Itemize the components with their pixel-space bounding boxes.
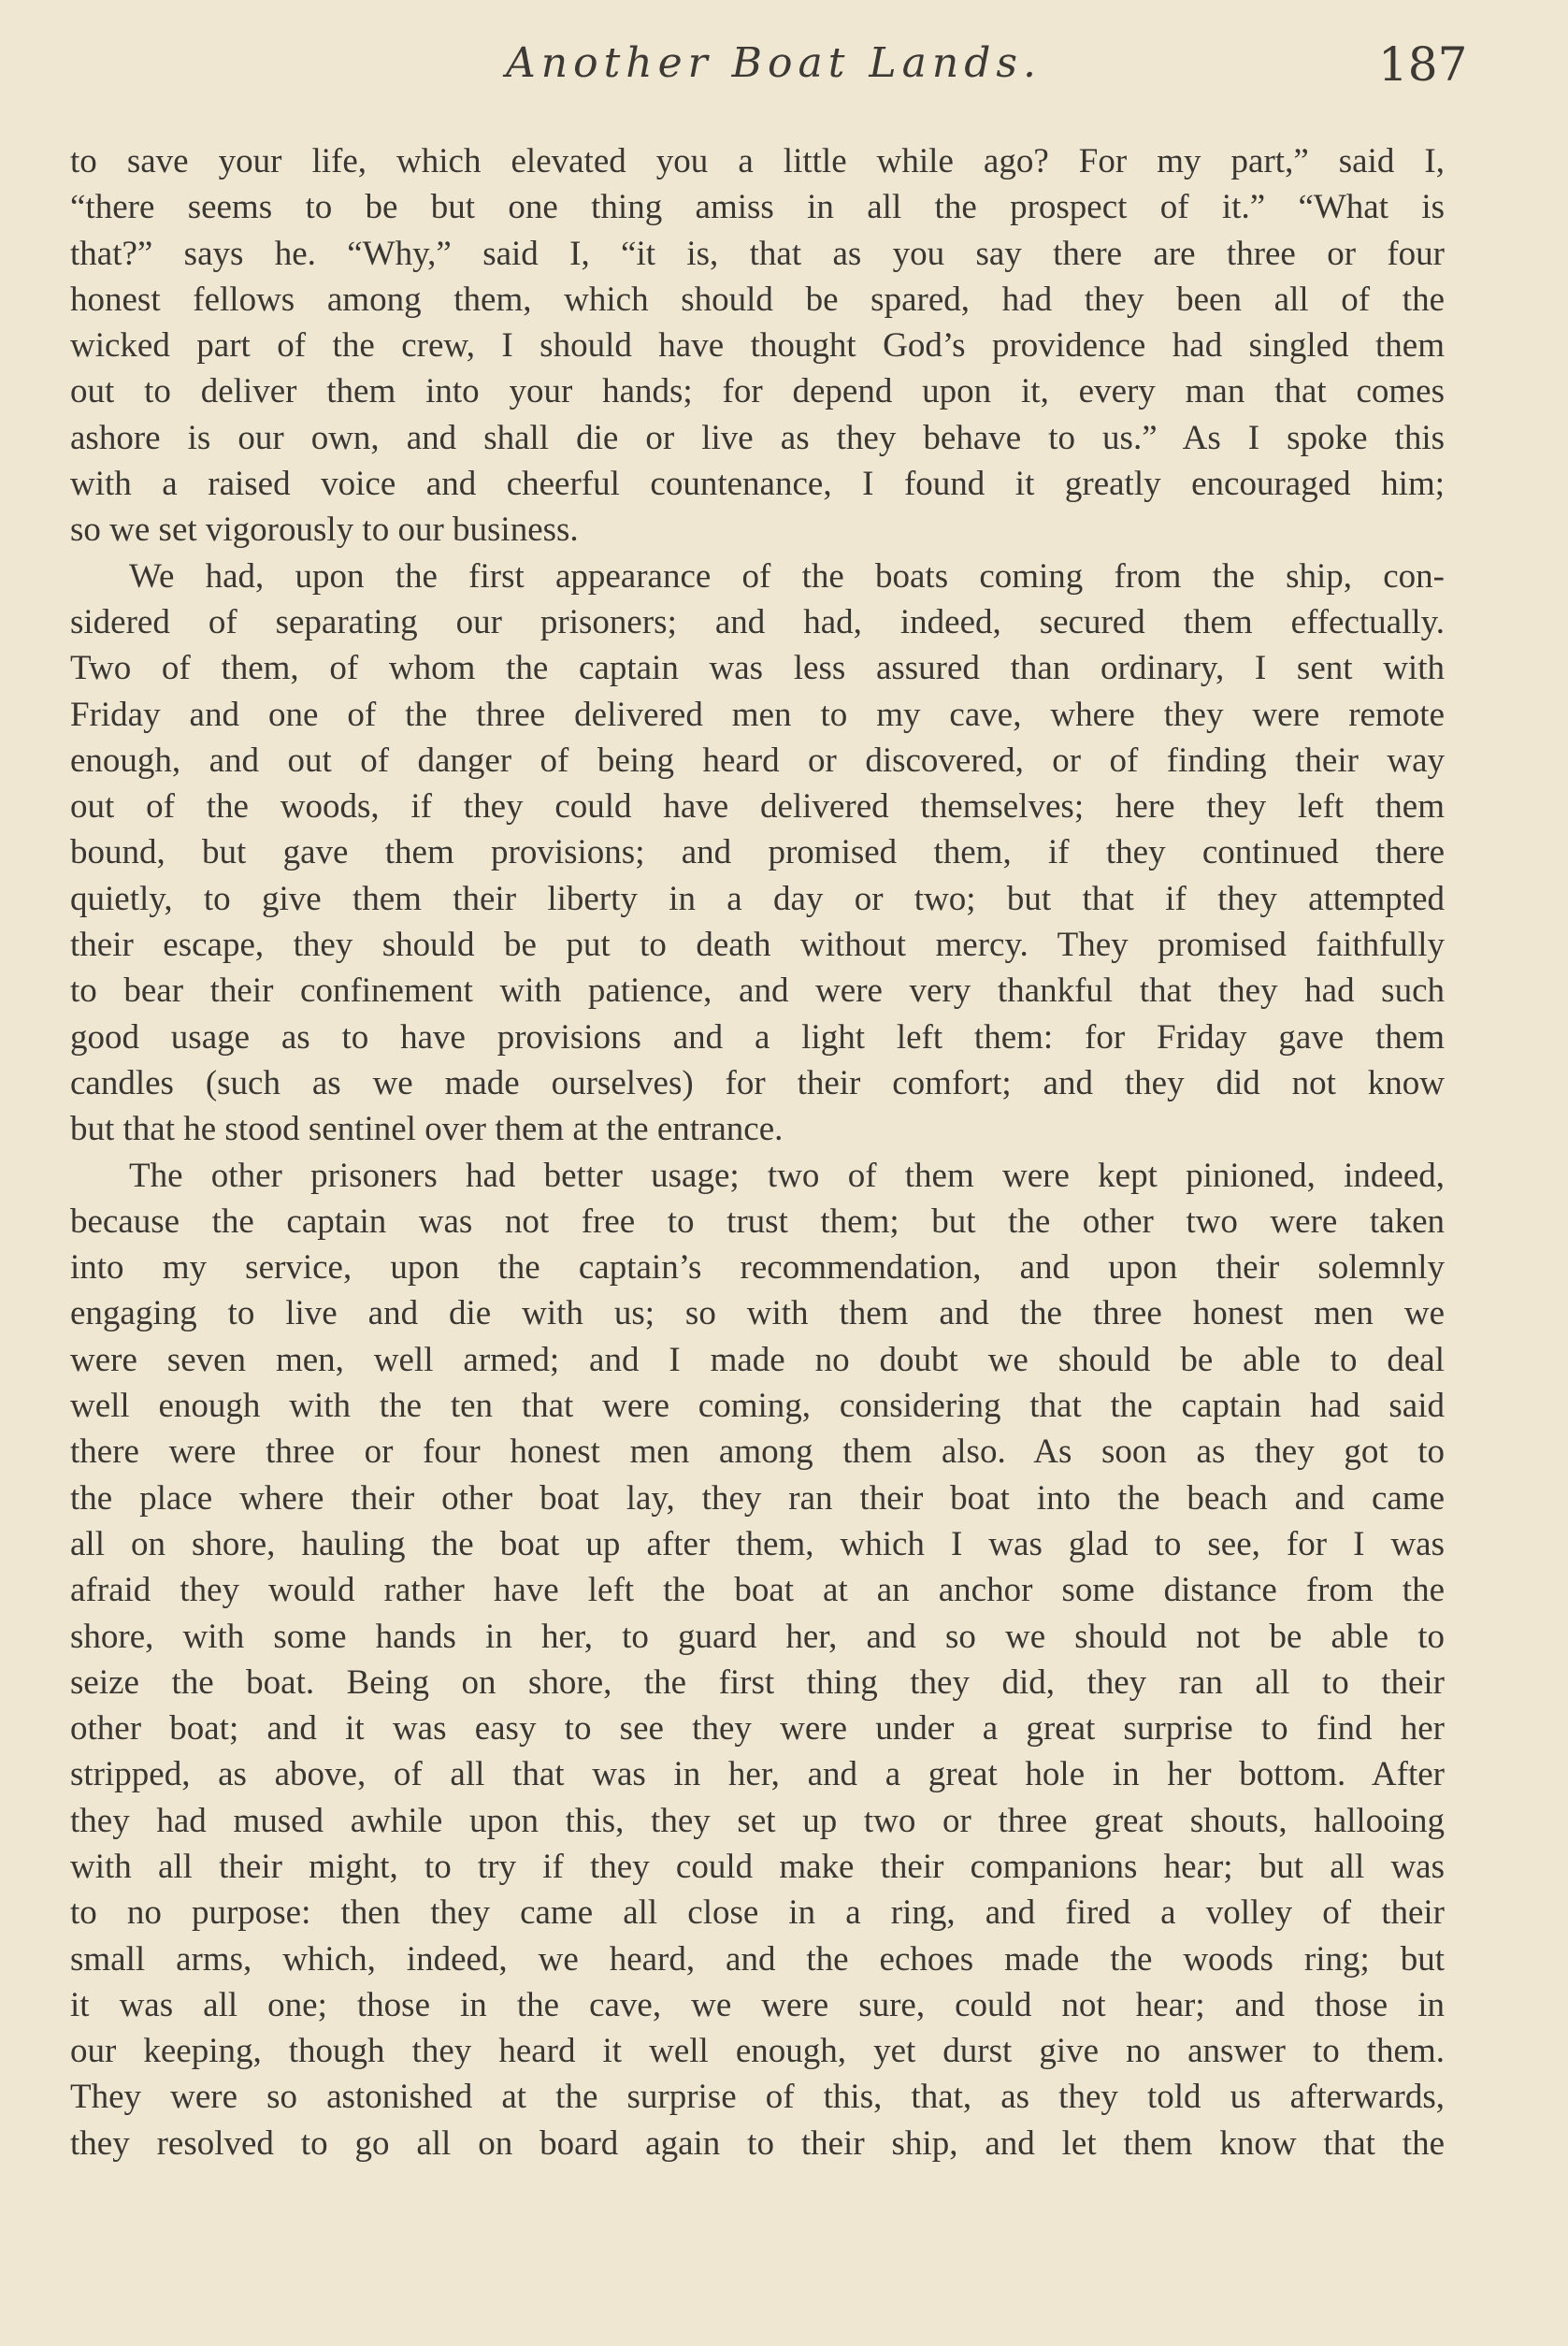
text-line: it was all one; those in the cave, we were sure, could not hear; and those in	[70, 1985, 1445, 2024]
text-line: The other prisoners had better usage; two of them were kept pinioned, indeed,	[129, 1156, 1445, 1195]
text-line: into my service, upon the captain’s recommendation, and upon their solemnly	[70, 1248, 1445, 1288]
text-line: to save your life, which elevated you a little while ago? For my part,” said I,	[70, 142, 1445, 180]
text-line: “there seems to be but one thing amiss in all the prospect of it.” “What is	[70, 188, 1445, 227]
text-line: so we set vigorously to our business.	[70, 511, 579, 550]
paragraph-3	[70, 1153, 1445, 2167]
text-line: engaging to live and die with us; so with them and the three honest men we	[70, 1294, 1445, 1333]
text-line: bound, but gave them provisions; and promised them, if they continued there	[70, 833, 1445, 872]
text-line: enough, and out of danger of being heard or discovered, or of finding their way	[70, 741, 1445, 780]
text-line: quietly, to give them their liberty in a day or two; but that if they attempted	[70, 879, 1445, 918]
text-line: candles (such as we made ourselves) for their comfort; and they did not know	[70, 1063, 1445, 1102]
text-line: small arms, which, indeed, we heard, and the echoes made the woods ring; but	[70, 1939, 1445, 1979]
text-line: ashore is our own, and shall die or live as they behave to us.” As I spoke this	[70, 418, 1445, 457]
text-line: our keeping, though they heard it well enough, yet durst give no answer to them.	[70, 2032, 1445, 2071]
text-line: they resolved to go all on board again to their ship, and let them know that the	[70, 2123, 1445, 2163]
text-line: but that he stood sentinel over them at the entrance.	[70, 1110, 784, 1149]
text-line: good usage as to have provisions and a light left them: for Friday gave them	[70, 1017, 1445, 1057]
text-line: the place where their other boat lay, they ran their boat into the beach and came	[70, 1478, 1445, 1518]
text-line: afraid they would rather have left the boat at an anchor some distance from the	[70, 1571, 1445, 1610]
text-line: They were so astonished at the surprise of this, that, as they told us afterwards,	[70, 2078, 1445, 2117]
text-line: seize the boat. Being on shore, the first thing they did, they ran all to their	[70, 1662, 1445, 1702]
body-text	[70, 138, 1445, 2166]
text-line: Two of them, of whom the captain was less assured than ordinary, I sent with	[70, 649, 1445, 688]
text-line: because the captain was not free to trust them; but the other two were taken	[70, 1202, 1445, 1241]
text-line: that?” says he. “Why,” said I, “it is, that as you say there are three or four	[70, 234, 1445, 273]
text-line: with a raised voice and cheerful countenance, I found it greatly encouraged him;	[70, 465, 1445, 504]
running-title: Another Boat Lands.	[506, 39, 1042, 87]
text-line: to bear their confinement with patience, and were very thankful that they had such	[70, 972, 1445, 1011]
text-line: out of the woods, if they could have delivered themselves; here they left them	[70, 787, 1445, 827]
page-number: 187	[1378, 37, 1468, 92]
text-line: well enough with the ten that were coming, considering that the captain had said	[70, 1387, 1445, 1426]
text-line: with all their might, to try if they could make their companions hear; but all was	[70, 1847, 1445, 1886]
text-line: stripped, as above, of all that was in her, and a great hole in her bottom. After	[70, 1755, 1445, 1794]
text-line: to no purpose: then they came all close in a ring, and fired a volley of their	[70, 1893, 1445, 1933]
text-line: other boat; and it was easy to see they were under a great surprise to find her	[70, 1709, 1445, 1749]
text-line: out to deliver them into your hands; for depend upon it, every man that comes	[70, 372, 1445, 411]
text-line: they had mused awhile upon this, they set up two or three great shouts, hallooing	[70, 1801, 1445, 1840]
text-line: there were three or four honest men among them also. As soon as they got to	[70, 1432, 1445, 1472]
text-line: Friday and one of the three delivered men to my cave, where they were remote	[70, 695, 1445, 734]
text-line: We had, upon the first appearance of the boats coming from the ship, con-	[129, 556, 1445, 596]
text-line: were seven men, well armed; and I made no doubt we should be able to deal	[70, 1340, 1445, 1379]
text-line: honest fellows among them, which should be spared, had they been all of the	[70, 280, 1445, 319]
text-line: sidered of separating our prisoners; and had, indeed, secured them effectually.	[70, 602, 1445, 641]
paragraph-2	[70, 554, 1445, 1153]
paragraph-1	[70, 138, 1445, 554]
text-line: wicked part of the crew, I should have thought God’s providence had singled them	[70, 326, 1445, 366]
text-line: shore, with some hands in her, to guard her, and so we should not be able to	[70, 1617, 1445, 1656]
text-line: all on shore, hauling the boat up after them, which I was glad to see, for I was	[70, 1524, 1445, 1563]
text-line: their escape, they should be put to death without mercy. They promised faithfully	[70, 926, 1445, 965]
